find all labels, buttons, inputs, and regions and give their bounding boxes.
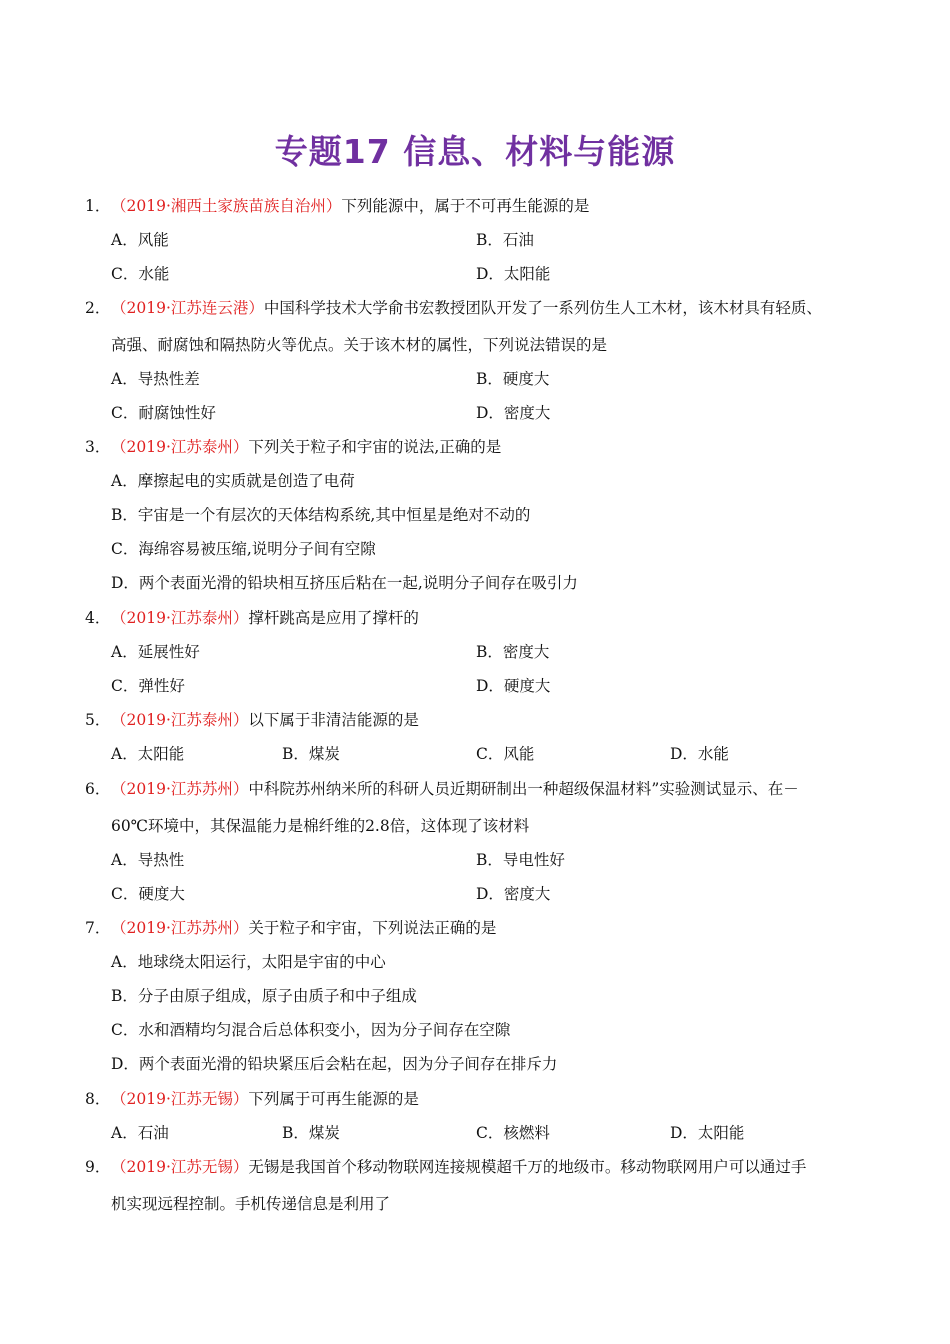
option-d: D．密度大	[476, 404, 551, 422]
option-a: A．地球绕太阳运行，太阳是宇宙的中心	[111, 953, 386, 971]
question-7-stem	[85, 918, 496, 938]
option-d: D．水能	[670, 745, 729, 763]
question-text: 关于粒子和宇宙，下列说法正确的是	[248, 919, 497, 937]
question-source: （2019·江苏苏州）	[111, 919, 249, 937]
question-number: 5．	[85, 711, 111, 729]
option-a: A．导热性差	[111, 370, 200, 388]
option-d: D．太阳能	[476, 265, 551, 283]
question-8-stem	[85, 1089, 419, 1109]
option-b: B．煤炭	[282, 745, 340, 763]
question-text-continued: 高强、耐腐蚀和隔热防火等优点。关于该木材的属性，下列说法错误的是	[111, 336, 608, 354]
question-number: 1．	[85, 197, 111, 215]
question-text: 无锡是我国首个移动物联网连接规模超千万的地级市。移动物联网用户可以通过手	[248, 1158, 807, 1176]
option-a: A．导热性	[111, 851, 185, 869]
option-d: D．硬度大	[476, 677, 551, 695]
question-number: 7．	[85, 919, 111, 937]
question-9-stem	[85, 1157, 806, 1177]
question-source: （2019·江苏无锡）	[111, 1090, 249, 1108]
question-number: 6．	[85, 780, 111, 798]
question-text: 下列能源中，属于不可再生能源的是	[341, 197, 590, 215]
question-text: 以下属于非清洁能源的是	[248, 711, 419, 729]
question-6-stem	[85, 779, 799, 799]
option-a: A．太阳能	[111, 745, 185, 763]
option-a: A．摩擦起电的实质就是创造了电荷	[111, 472, 355, 490]
question-text: 下列关于粒子和宇宙的说法,正确的是	[248, 438, 502, 456]
question-source: （2019·江苏苏州）	[111, 780, 249, 798]
option-c: C．硬度大	[111, 885, 185, 903]
question-text: 中科院苏州纳米所的科研人员近期研制出一种超级保温材料”实验测试显示、在－	[248, 780, 799, 798]
option-b: B．分子由原子组成，原子由质子和中子组成	[111, 987, 417, 1005]
question-number: 4．	[85, 609, 111, 627]
question-3-stem	[85, 437, 501, 457]
question-number: 9．	[85, 1158, 111, 1176]
option-d: D．太阳能	[670, 1124, 745, 1142]
option-a: A．石油	[111, 1124, 169, 1142]
question-5-stem	[85, 710, 419, 730]
question-source: （2019·江苏无锡）	[111, 1158, 249, 1176]
option-b: B．硬度大	[476, 370, 550, 388]
question-number: 3．	[85, 438, 111, 456]
option-c: C．水能	[111, 265, 170, 283]
option-c: C．水和酒精均匀混合后总体积变小，因为分子间存在空隙	[111, 1021, 511, 1039]
question-number: 2．	[85, 299, 111, 317]
option-d: D．密度大	[476, 885, 551, 903]
option-a: A．风能	[111, 231, 169, 249]
question-text: 下列属于可再生能源的是	[248, 1090, 419, 1108]
question-source: （2019·湘西土家族苗族自治州）	[111, 197, 342, 215]
option-b: B．石油	[476, 231, 534, 249]
option-a: A．延展性好	[111, 643, 200, 661]
question-source: （2019·江苏泰州）	[111, 438, 249, 456]
option-c: C．海绵容易被压缩,说明分子间有空隙	[111, 540, 376, 558]
question-text-continued: 机实现远程控制。手机传递信息是利用了	[111, 1195, 391, 1213]
question-number: 8．	[85, 1090, 111, 1108]
option-c: C．弹性好	[111, 677, 185, 695]
option-b: B．煤炭	[282, 1124, 340, 1142]
question-text: 撑杆跳高是应用了撑杆的	[248, 609, 419, 627]
question-source: （2019·江苏泰州）	[111, 609, 249, 627]
option-b: B．宇宙是一个有层次的天体结构系统,其中恒星是绝对不动的	[111, 506, 531, 524]
option-c: C．风能	[476, 745, 535, 763]
option-b: B．导电性好	[476, 851, 565, 869]
option-b: B．密度大	[476, 643, 550, 661]
question-1-stem	[85, 196, 589, 216]
question-text-continued: 60℃环境中，其保温能力是棉纤维的2.8倍，这体现了该材料	[111, 817, 530, 835]
option-c: C．耐腐蚀性好	[111, 404, 216, 422]
option-c: C．核燃料	[476, 1124, 550, 1142]
question-text: 中国科学技术大学俞书宏教授团队开发了一系列仿生人工木材，该木材具有轻质、	[263, 299, 822, 317]
question-4-stem	[85, 608, 419, 628]
page-title: 专题17 信息、材料与能源	[274, 132, 676, 171]
option-d: D．两个表面光滑的铅块紧压后会粘在起，因为分子间存在排斥力	[111, 1055, 558, 1073]
question-source: （2019·江苏连云港）	[111, 299, 264, 317]
question-source: （2019·江苏泰州）	[111, 711, 249, 729]
option-d: D．两个表面光滑的铅块相互挤压后粘在一起,说明分子间存在吸引力	[111, 574, 578, 592]
question-2-stem	[85, 298, 822, 318]
